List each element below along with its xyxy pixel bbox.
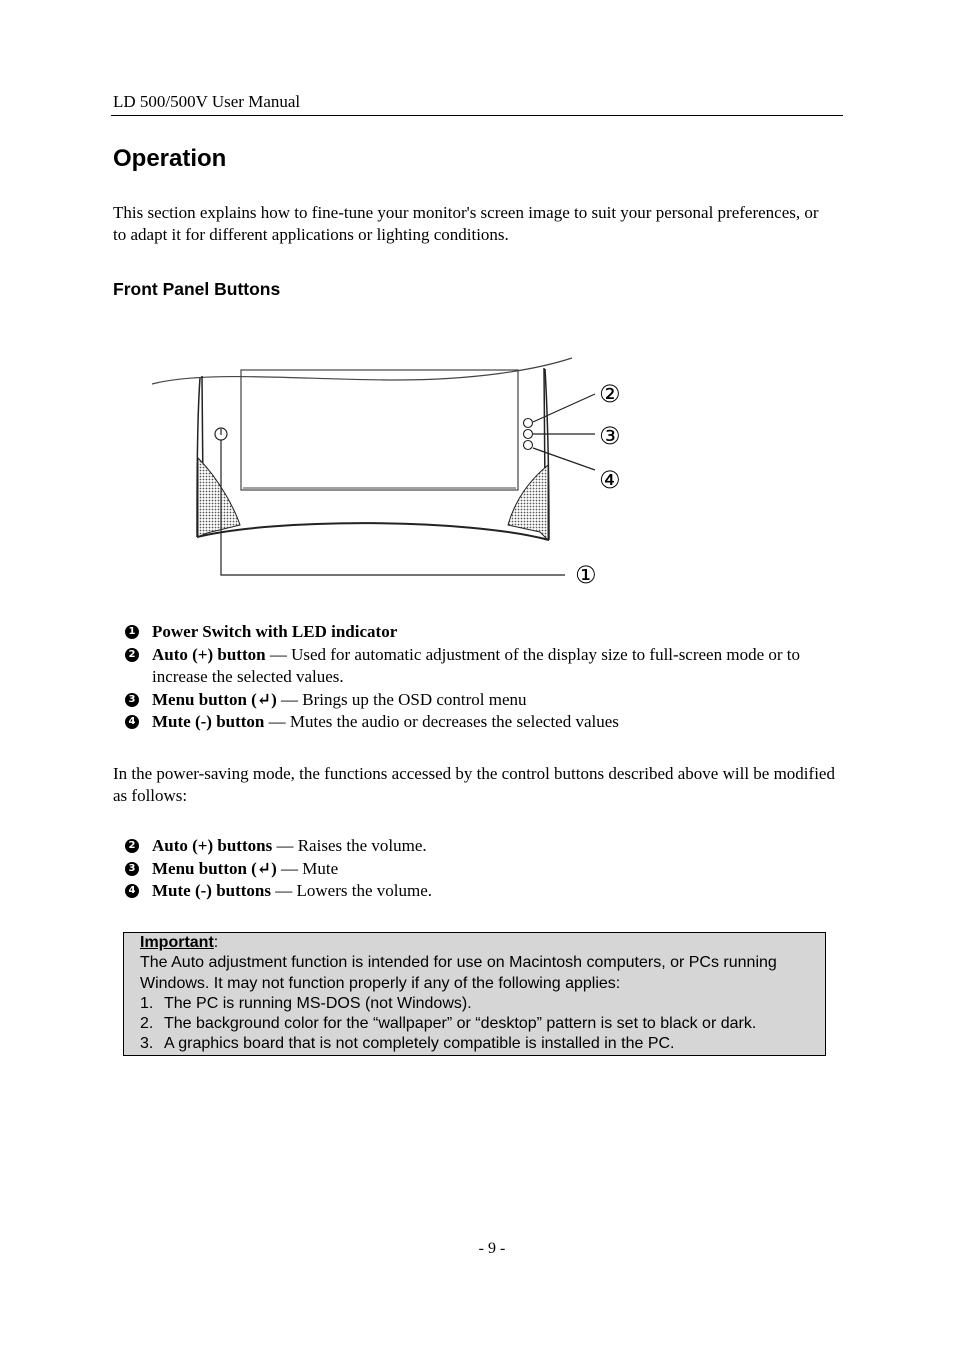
important-heading <box>140 933 819 953</box>
mute-minus-button-icon <box>524 441 533 450</box>
item-label: Auto (+) buttons <box>152 836 273 855</box>
list-number: 1. <box>140 994 154 1012</box>
list-item <box>125 835 835 858</box>
running-header: LD 500/500V User Manual <box>113 92 301 111</box>
item-label: Auto (+) button <box>152 644 266 664</box>
important-text: The Auto adjustment function is intended for use on Macintosh computers, or PCs running Windows. It may not function properly if any of the following applies: <box>140 954 777 992</box>
list-number: 3. <box>140 1035 154 1053</box>
callout-line-1 <box>221 440 565 575</box>
front-panel-heading: Front Panel Buttons <box>113 279 281 299</box>
item-text: — Raises the volume. <box>272 836 427 855</box>
page-number: - 9 - <box>478 1240 506 1257</box>
callout-number-3: ③ <box>599 422 621 450</box>
monitor-front-panel-diagram <box>145 340 650 592</box>
number-bullet-icon: 2 <box>125 839 139 853</box>
list-item <box>125 880 835 903</box>
important-colon: : <box>213 934 219 951</box>
item-label: Mute (-) button <box>152 712 265 731</box>
power-saving-button-list <box>125 835 835 903</box>
important-title: Important <box>140 934 214 951</box>
list-item <box>125 711 835 734</box>
menu-button-icon <box>524 430 533 439</box>
number-bullet-icon: 3 <box>125 693 139 707</box>
screen-area <box>241 370 518 490</box>
power-saving-intro: In the power-saving mode, the functions accessed by the control buttons described above will be modified as follows: <box>113 764 835 805</box>
section-title: Operation <box>113 145 227 172</box>
front-panel-button-list <box>125 621 835 734</box>
bezel-bottom-curve <box>197 523 549 540</box>
left-speaker-grille <box>198 458 240 537</box>
important-note-box <box>123 932 826 1056</box>
list-item <box>125 689 835 712</box>
list-item <box>125 621 835 644</box>
callout-number-1: ① <box>575 561 597 589</box>
item-label: Mute (-) buttons <box>152 881 271 900</box>
callout-line-2 <box>533 394 595 422</box>
item-label: Menu button (↵) <box>152 689 277 709</box>
list-number: 2. <box>140 1015 154 1033</box>
item-text: — Brings up the OSD control menu <box>276 689 527 709</box>
item-text: — Mutes the audio or decreases the selected values <box>264 712 619 731</box>
header-rule <box>111 115 843 116</box>
number-bullet-icon: 1 <box>125 625 139 639</box>
number-bullet-icon: 4 <box>125 715 139 729</box>
callout-number-2: ② <box>599 380 621 408</box>
list-item <box>140 1034 819 1054</box>
list-item <box>140 994 819 1014</box>
item-text: — Lowers the volume. <box>271 881 432 900</box>
monitor-top-edge <box>152 358 572 384</box>
important-list <box>140 994 819 1055</box>
right-speaker-grille <box>508 465 548 540</box>
number-bullet-icon: 3 <box>125 862 139 876</box>
callout-line-4 <box>533 448 595 470</box>
item-label: Power Switch with LED indicator <box>152 622 398 641</box>
section-intro: This section explains how to fine-tune your monitor's screen image to suit your personal preferences, or to adapt it for different applications or lighting conditions. <box>113 203 819 244</box>
number-bullet-icon: 4 <box>125 884 139 898</box>
list-text: The background color for the “wallpaper” or “desktop” pattern is set to black or dark. <box>164 1015 757 1033</box>
callout-number-4: ④ <box>599 466 621 494</box>
list-item <box>140 1014 819 1034</box>
item-text: — Mute <box>276 858 339 878</box>
item-text: — Used for automatic adjustment of the display size to full-screen mode or to increase the selected values. <box>152 644 801 686</box>
list-item <box>125 858 835 881</box>
list-item <box>125 644 835 689</box>
list-text: The PC is running MS-DOS (not Windows). <box>164 994 472 1012</box>
auto-plus-button-icon <box>524 419 533 428</box>
list-text: A graphics board that is not completely compatible is installed in the PC. <box>164 1035 675 1053</box>
item-label: Menu button (↵) <box>152 858 277 878</box>
number-bullet-icon: 2 <box>125 648 139 662</box>
